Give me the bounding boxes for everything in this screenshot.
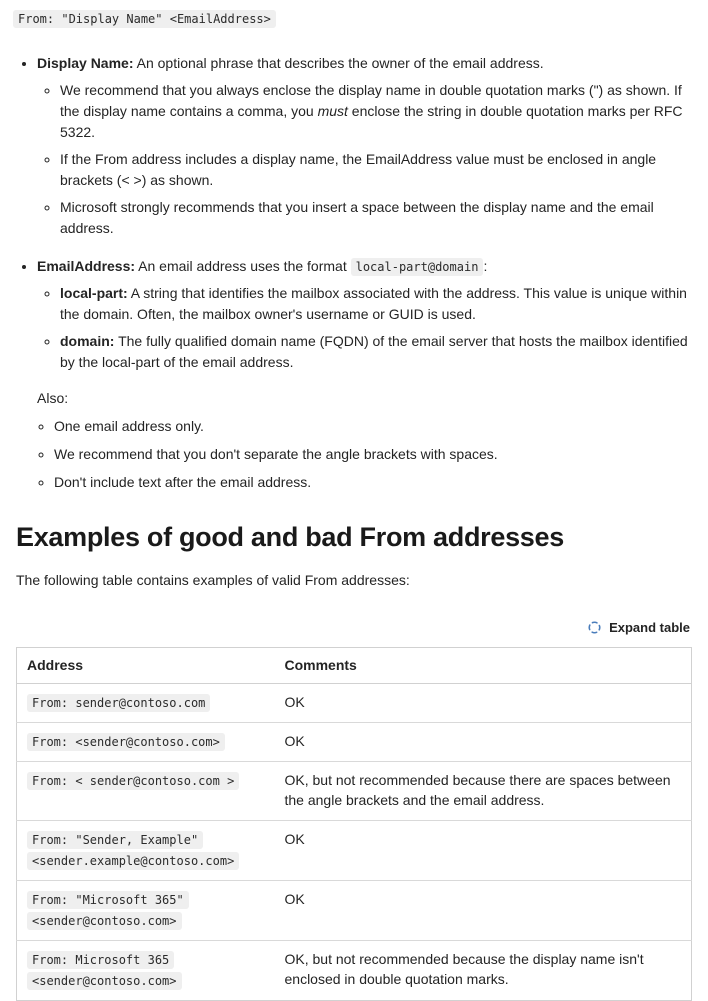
sub-item-angle-brackets: ◦ If the From address includes a display name, the EmailAddress value must be enclosed in angle brackets (< >) as shown. [60,149,692,191]
sub-item-text: We recommend that you always enclose the display name in double quotation marks (") as shown. If the display name contains a comma, you [60,82,682,119]
page-section-heading: Examples of good and bad From addresses [16,522,564,552]
code-address-example: From: sender@contoso.com [27,694,210,712]
comment-cell: OK [275,684,692,723]
code-address-example: From: <sender@contoso.com> [27,733,225,751]
comment-cell: OK [275,880,692,940]
also-item-no-spaces: ◦ We recommend that you don't separate the angle brackets with spaces. [54,444,692,465]
expand-table-row [16,618,692,637]
from-address-components-list [16,53,692,373]
sub-item-text: enclose the string in double quotation marks per RFC 5322. [60,103,683,140]
address-cell [17,684,275,723]
code-address-example: From: "Microsoft 365" <sender@contoso.com> [27,891,189,930]
sub-item-domain [60,331,692,373]
comment-cell: OK [275,723,692,762]
column-header-address: Address [17,648,275,684]
email-address-term: EmailAddress: [37,258,136,274]
code-local-part-domain: local-part@domain [351,258,484,276]
address-cell [17,880,275,940]
comment-cell: OK, but not recommended because the display name isn't enclosed in double quotation marks. [284,950,644,987]
also-item-one-address: ◦ One email address only. [54,416,692,437]
address-cell [17,723,275,762]
display-name-term: Display Name: [37,55,134,71]
table-row [17,684,692,723]
table-row [17,880,692,940]
emphasized-word: must [317,103,348,119]
comment-cell: OK, but not recommended because there are spaces between the angle brackets and the email address. [275,762,692,821]
expand-table-label: Expand table [609,620,690,636]
code-address-example: From: < sender@contoso.com > [27,772,239,790]
table-row [17,762,692,821]
domain-term: domain: [60,333,115,349]
email-address-sub-list [37,283,692,373]
from-syntax-code-block [13,8,692,29]
email-address-tail: : [483,258,488,274]
table-row [17,723,692,762]
list-item-display-name [37,53,692,239]
table-header-row [17,648,692,684]
also-list [37,416,692,493]
expand-table-icon [587,620,602,635]
local-part-term: local-part: [60,285,128,301]
column-header-comments: Comments [275,648,692,684]
code-address-example: From: Microsoft 365 <sender@contoso.com> [27,951,182,990]
also-label: Also: [37,390,69,406]
local-part-desc: A string that identifies the mailbox associated with the address. This value is unique within the domain. Often, the mailbox owner's username or GUID is used. [60,285,687,322]
address-cell [17,940,275,1000]
table-row [17,940,692,1000]
comment-cell: OK [275,820,692,880]
list-item-email-address [37,256,692,373]
domain-desc: The fully qualified domain name (FQDN) of the email server that hosts the mailbox identified by the local-part of the email address. [60,333,688,370]
from-addresses-table [16,647,692,1001]
address-cell [17,820,275,880]
address-cell [17,762,275,821]
table-row [17,820,692,880]
display-name-desc: An optional phrase that describes the owner of the email address. [133,55,544,71]
sub-item-local-part [60,283,692,325]
sub-item-quotation-marks [60,80,692,143]
code-from-syntax: From: "Display Name" <EmailAddress> [13,10,276,28]
expand-table-button[interactable] [585,618,692,637]
display-name-sub-list [37,80,692,239]
also-section [16,388,692,493]
table-intro-text: The following table contains examples of valid From addresses: [16,572,410,589]
code-address-example: From: "Sender, Example" <sender.example@contoso.com> [27,831,239,870]
email-address-desc: An email address uses the format [135,258,351,274]
also-item-no-text-after: ◦ Don't include text after the email address. [54,472,692,493]
sub-item-insert-space: ◦ Microsoft strongly recommends that you insert a space between the display name and the email address. [60,197,692,239]
